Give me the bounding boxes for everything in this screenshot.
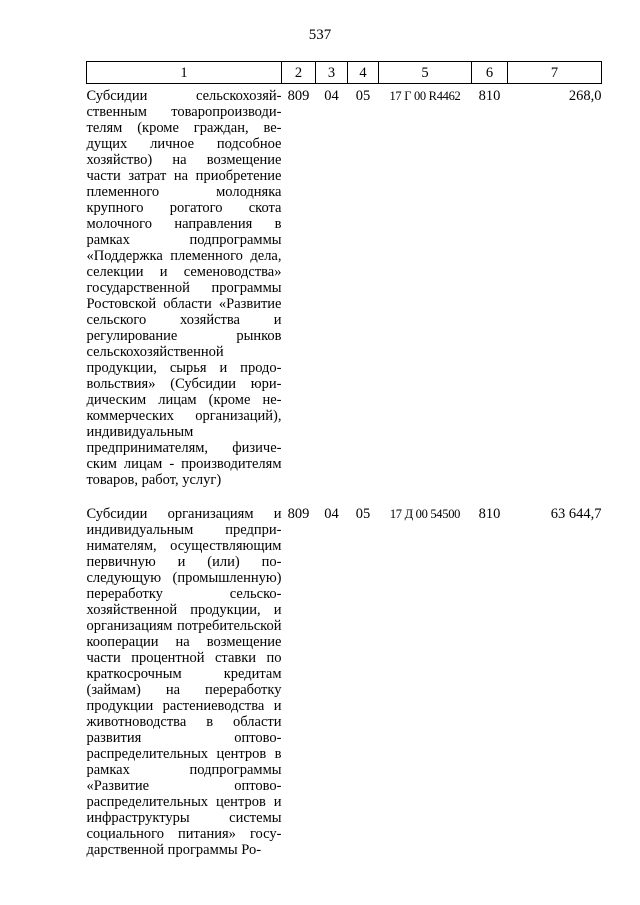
row-section-code: 04 [324,506,339,522]
column-header-5: 5 [379,62,472,84]
table-row [87,505,602,858]
column-header-4: 4 [348,62,379,84]
column-header-7: 7 [508,62,602,84]
column-header-6: 6 [472,62,508,84]
row-amount: 63 644,7 [550,506,602,522]
page-number: 537 [308,27,332,43]
row-description: Субсидии сельскохозяйственным товаропроизводителям (кроме граждан, ведущих личное подсобное хозяйство) на возмещение части затрат на приобретение племенного молодняка крупного рогатого скота молочного направления в рамках подпрограммы «Поддержка племенного дела, селекции и семеноводства» государственной программы Ростовской области «Развитие сельского хозяйства и регулирование рынков сельскохозяйственной продукции, сырья и продовольствия» (Субсидии юридическим лицам (кроме некоммерческих организаций), индивидуальным предпринимателям, физическим лицам - производителям товаров, работ, услуг) [86,88,282,488]
row-section-code: 04 [324,88,339,104]
row-subsection-code: 05 [355,506,371,522]
column-header-3: 3 [316,62,348,84]
row-expense-type: 810 [478,506,501,522]
table-row [87,84,602,506]
row-ministry-code: 809 [287,506,310,522]
row-amount: 268,0 [568,88,602,104]
row-ministry-code: 809 [287,88,310,104]
row-target-article: 17 Г 00 R4462 [389,89,461,103]
column-header-1: 1 [87,62,282,84]
column-header-2: 2 [282,62,316,84]
row-expense-type: 810 [478,88,501,104]
row-subsection-code: 05 [355,88,371,104]
budget-table [86,61,602,858]
row-description: Субсидии организациям и индивидуальным предпринимателям, осуществляющим первичную и (или) последующую (промышленную) переработку сельскохозяйственной продукции, и организациям потребительской кооперации на возмещение части процентной ставки по краткосрочным кредитам (займам) на переработку продукции растениеводства и животноводства в области развития оптово-распределительных центров в рамках подпрограммы «Развитие оптово-распределительных центров и инфраструктуры системы социального питания» государственной программы Ро- [86,506,282,858]
header-row [87,62,602,84]
row-target-article: 17 Д 00 54500 [389,507,461,521]
